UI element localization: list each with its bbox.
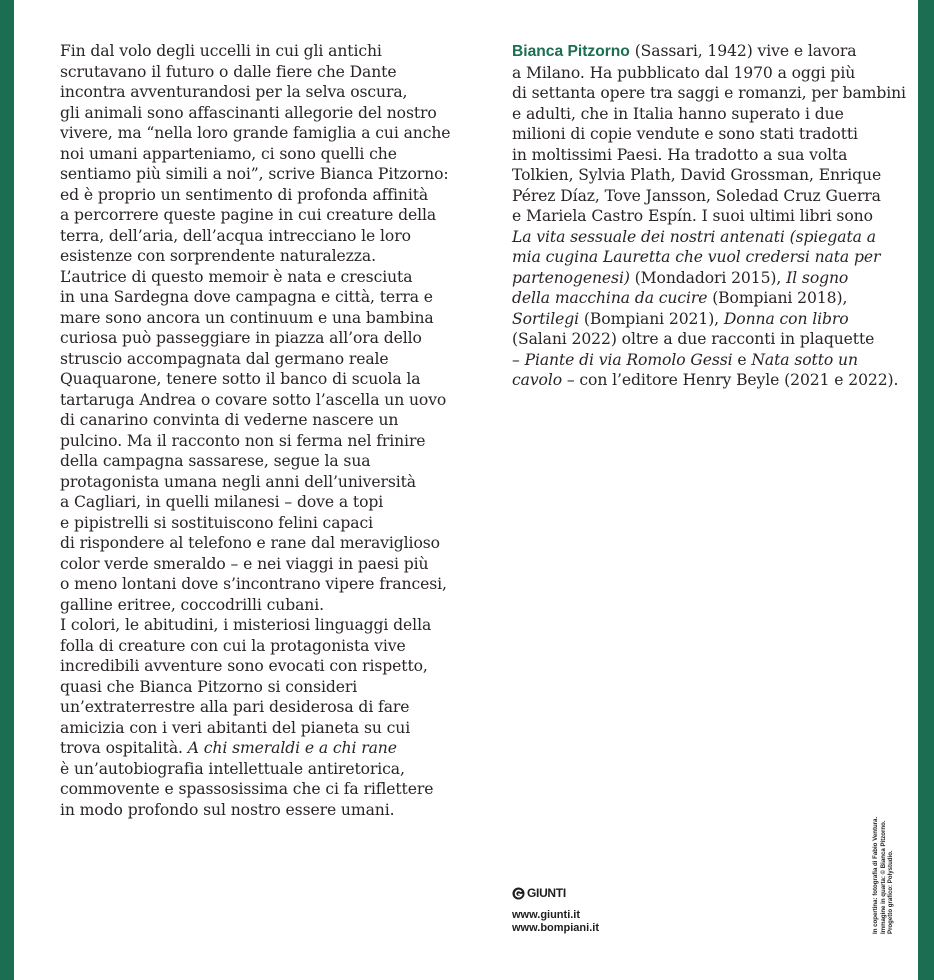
book-title: Il sogno [786, 268, 849, 287]
text-run: – [512, 350, 525, 369]
text-line [512, 288, 884, 309]
bompiani-website-link[interactable]: www.bompiani.it [512, 922, 599, 934]
book-title: mia cugina Lauretta che vuol credersi nata per [512, 248, 881, 266]
text-line [512, 268, 884, 289]
text-run: (Bompiani 2018), [707, 289, 848, 307]
book-title: Nata sotto un [751, 350, 858, 369]
text-line [512, 227, 884, 248]
book-title: A chi smeraldi e a chi rane [187, 739, 397, 757]
blurb-paragraph-3 [60, 615, 434, 820]
text-line: e Mariela Castro Espín. I suoi ultimi libri sono [512, 207, 873, 225]
text-line: mare sono ancora un continuum e una bambina [60, 308, 434, 327]
text-line: (Salani 2022) oltre a due racconti in plaquette [512, 330, 875, 348]
text-line [60, 738, 430, 759]
text-line: Quaquarone, tenere sotto il banco di scuola la [60, 370, 421, 388]
left-green-border [0, 0, 14, 980]
text-line: commovente e spassosissima che ci fa riflettere [60, 780, 434, 798]
text-run: e [732, 350, 752, 369]
author-bio [512, 41, 906, 391]
text-line: in moltissimi Paesi. Ha tradotto a sua volta [512, 145, 848, 164]
blurb-paragraph-1 [60, 41, 451, 267]
text-line: di canarino convinta di vederne nascere un [60, 411, 399, 429]
text-line: in una Sardegna dove campagna e città, terra e [60, 288, 433, 306]
publisher-websites [512, 909, 599, 935]
text-line: protagonista umana negli anni dell’università [60, 472, 417, 491]
text-line: sentiamo più simili a noi”, scrive Bianca Pitzorno: [60, 165, 449, 183]
book-title: Donna con libro [723, 309, 849, 328]
text-run: (Mondadori 2015), [629, 268, 787, 287]
book-title: Piante di via Romolo Gessi [524, 350, 733, 369]
book-title: cavolo [512, 371, 563, 389]
image-credits [872, 799, 895, 934]
text-line: amicizia con i veri abitanti del pianeta su cui [60, 718, 411, 737]
text-line: Pérez Díaz, Tove Jansson, Soledad Cruz Guerra [512, 186, 881, 205]
text-line: un’extraterrestre alla pari desiderosa di fare [60, 698, 410, 716]
text-line: a percorrere queste pagine in cui creature della [60, 206, 437, 224]
text-run: trova ospitalità. [60, 739, 188, 757]
text-line: incredibili avventure sono evocati con rispetto, [60, 657, 428, 675]
text-line: quasi che Bianca Pitzorno si consideri [60, 677, 358, 696]
text-line: gli animali sono affascinanti allegorie del nostro [60, 103, 437, 122]
text-line: vivere, ma “nella loro grande famiglia a cui anche [60, 124, 451, 142]
text-line: folla di creature con cui la protagonista vive [60, 636, 406, 655]
graphic-design-credit: Progetto grafico: Polystudio. [887, 850, 895, 934]
text-line: o meno lontani dove s’incontrano vipere francesi, [60, 575, 447, 593]
text-line: a Cagliari, in quelli milanesi – dove a topi [60, 493, 384, 511]
text-run: (Sassari, 1942) vive e lavora [629, 42, 857, 60]
cover-photo-credit: In copertina: fotografia di Fabio Ventura. [872, 816, 879, 934]
text-line [512, 41, 884, 63]
text-line: scrutavano il futuro o dalle fiere che Dante [60, 62, 397, 81]
bio-paragraph [512, 41, 906, 391]
giunti-logo [512, 885, 599, 901]
book-blurb [60, 41, 451, 820]
text-line: della campagna sassarese, segue la sua [60, 452, 371, 470]
text-line: Tolkien, Sylvia Plath, David Grossman, Enrique [512, 166, 882, 184]
text-line: in modo profondo sul nostro essere umani. [60, 800, 395, 819]
text-line: e adulti, che in Italia hanno superato i due [512, 104, 844, 123]
text-line: tartaruga Andrea o covare sotto l’ascella un uovo [60, 390, 447, 409]
text-line: L’autrice di questo memoir è nata e cresciuta [60, 267, 413, 286]
book-title: della macchina da cucire [512, 289, 708, 307]
book-title: partenogenesi) [512, 268, 630, 287]
giunti-website-link[interactable]: www.giunti.it [512, 909, 581, 921]
text-line: è un’autobiografia intellettuale antiretorica, [60, 759, 405, 778]
text-line: struscio accompagnata dal germano reale [60, 349, 389, 368]
text-line: terra, dell’aria, dell’acqua intrecciano le loro [60, 226, 411, 245]
text-line: I colori, le abitudini, i misteriosi linguaggi della [60, 616, 432, 634]
giunti-g-logo-icon [512, 887, 525, 900]
blurb-paragraph-2 [60, 267, 447, 616]
text-line [512, 247, 884, 268]
right-green-border [918, 0, 934, 980]
author-name: Bianca Pitzorno [512, 43, 630, 60]
publisher-block [512, 885, 599, 935]
text-line: pulcino. Ma il racconto non si ferma nel frinire [60, 431, 426, 450]
text-line: di rispondere al telefono e rane dal meraviglioso [60, 534, 440, 552]
book-title: La vita sessuale dei nostri antenati (spiegata a [512, 227, 876, 246]
text-line: color verde smeraldo – e nei viaggi in paesi più [60, 554, 429, 573]
text-line: Fin dal volo degli uccelli in cui gli antichi [60, 42, 382, 60]
text-line: ed è proprio un sentimento di profonda affinità [60, 185, 429, 204]
text-line: di settanta opere tra saggi e romanzi, per bambini [512, 84, 906, 102]
text-line: e pipistrelli si sostituiscono felini capaci [60, 513, 373, 532]
text-line: esistenze con sorprendente naturalezza. [60, 247, 376, 265]
text-line: noi umani apparteniamo, ci sono quelli che [60, 144, 397, 163]
back-image-credit: Immagine in quarta: © Bianca Pitzorno. [879, 820, 887, 934]
text-line [512, 370, 899, 391]
book-title: Sortilegi [512, 309, 580, 328]
text-line: galline eritree, coccodrilli cubani. [60, 595, 324, 614]
text-line [512, 309, 884, 330]
text-line: a Milano. Ha pubblicato dal 1970 a oggi più [512, 63, 856, 82]
text-line: incontra avventurandosi per la selva oscura, [60, 83, 408, 101]
text-line: milioni di copie vendute e sono stati tradotti [512, 125, 858, 143]
text-line: curiosa può passeggiare in piazza all’ora dello [60, 329, 422, 347]
text-run: (Bompiani 2021), [579, 309, 724, 328]
text-line [512, 350, 884, 371]
giunti-logo-text: GIUNTI [527, 886, 566, 900]
text-run: – con l’editore Henry Beyle (2021 e 2022). [562, 371, 899, 389]
